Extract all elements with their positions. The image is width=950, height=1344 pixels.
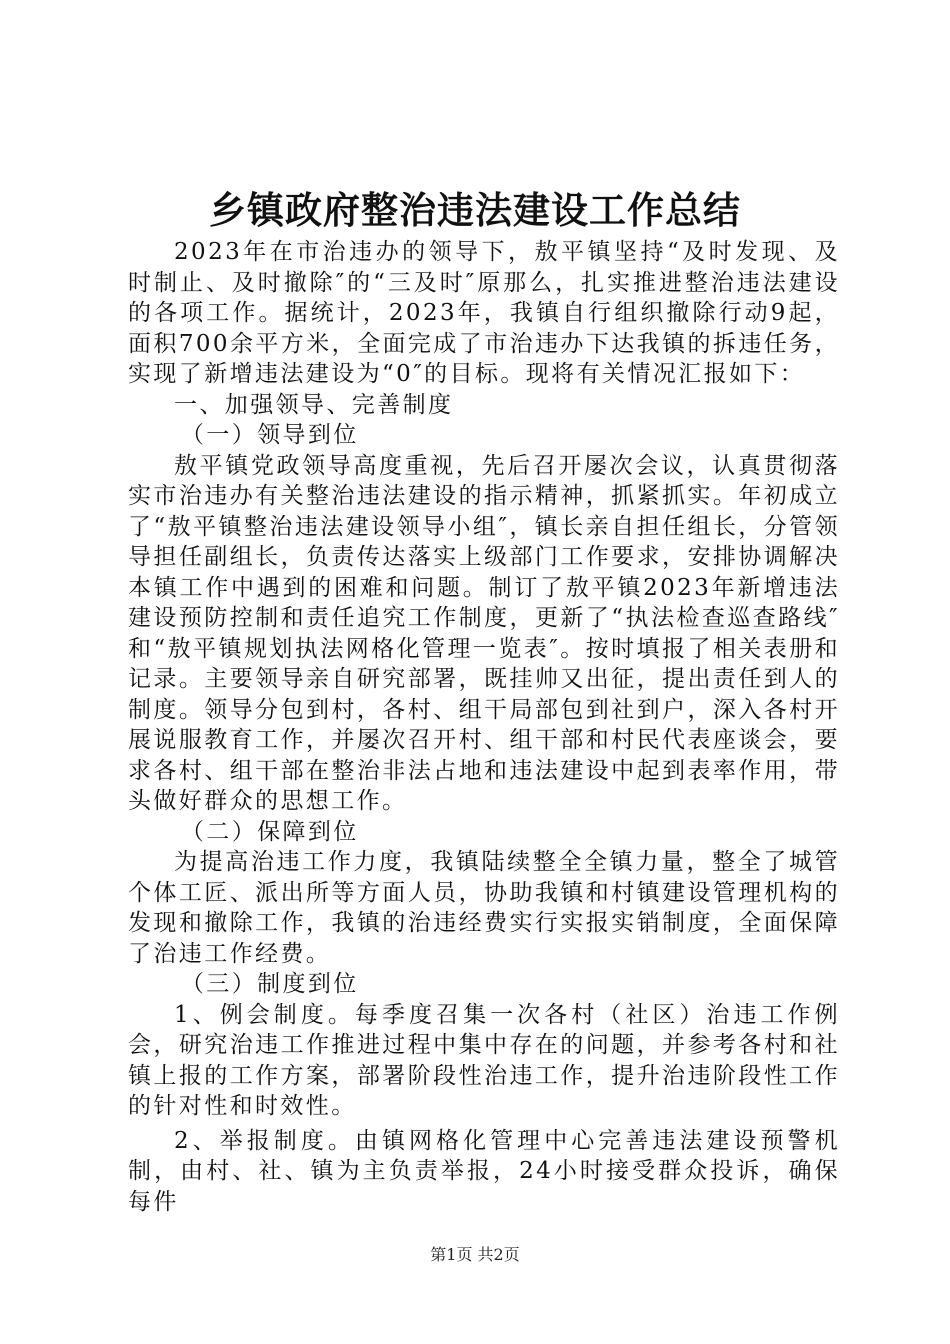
page-footer: 第1页 共2页 [430, 1245, 520, 1264]
paragraph-guarantee: 为提高治违工作力度，我镇陆续整全全镇力量，整全了城管个体工匠、派出所等方面人员，协助我镇和村镇建设管理机构的发现和撤除工作，我镇的治违经费实行实报实销制度，全面保障了治违工作经费。 [128, 849, 840, 967]
sub-heading-system: （三）制度到位 [180, 971, 359, 997]
page-title: 乡镇政府整治违法建设工作总结 [209, 188, 741, 232]
paragraph-leadership: 敖平镇党政领导高度重视，先后召开屡次会议，认真贯彻落实市治违办有关整治违法建设的指示精神，抓紧抓实。年初成立了“敖平镇整治违法建设领导小组″，镇长亲自担任组长，分管领导担任副组长，负责传达落实上级部门工作要求，安排协调解决本镇工作中遇到的困难和问题。制订了敖平镇2023年新增违法建设预防控制和责任追究工作制度，更新了“执法检查巡查路线″和“敖平镇规划执法网格化管理一览表″。按时填报了相关表册和记录。主要领导亲自研究部署，既挂帅又出征，提出责任到人的制度。领导分包到村，各村、组干局部包到社到户，深入各村开展说服教育工作，并屡次召开村、组干部和村民代表座谈会，要求各村、组干部在整治非法占地和违法建设中起到表率作用，带头做好群众的思想工作。 [128, 452, 840, 814]
sub-heading-leadership: （一）领导到位 [180, 422, 359, 448]
paragraph-meeting-system: 1、例会制度。每季度召集一次各村（社区）治违工作例会，研究治违工作推进过程中集中存在的问题，并参考各村和社镇上报的工作方案，部署阶段性治违工作，提升治违阶段性工作的针对性和时效性。 [128, 1001, 840, 1119]
document-body [128, 237, 840, 1217]
section-heading-1: 一、加强领导、完善制度 [174, 391, 454, 418]
paragraph-report-system: 2、举报制度。由镇网格化管理中心完善违法建设预警机制，由村、社、镇为主负责举报，24小时接受群众投诉，确保每件 [128, 1127, 840, 1215]
sub-heading-guarantee: （二）保障到位 [180, 818, 359, 845]
intro-paragraph: 2023年在市治违办的领导下，敖平镇坚持“及时发现、及时制止、及时撤除″的“三及时″原那么，扎实推进整治违法建设的各项工作。据统计，2023年，我镇自行组织撤除行动9起，面积700余平方米，全面完成了市治违办下达我镇的拆违任务，实现了新增违法建设为“0″的目标。现将有关情况汇报如下： [128, 239, 840, 387]
